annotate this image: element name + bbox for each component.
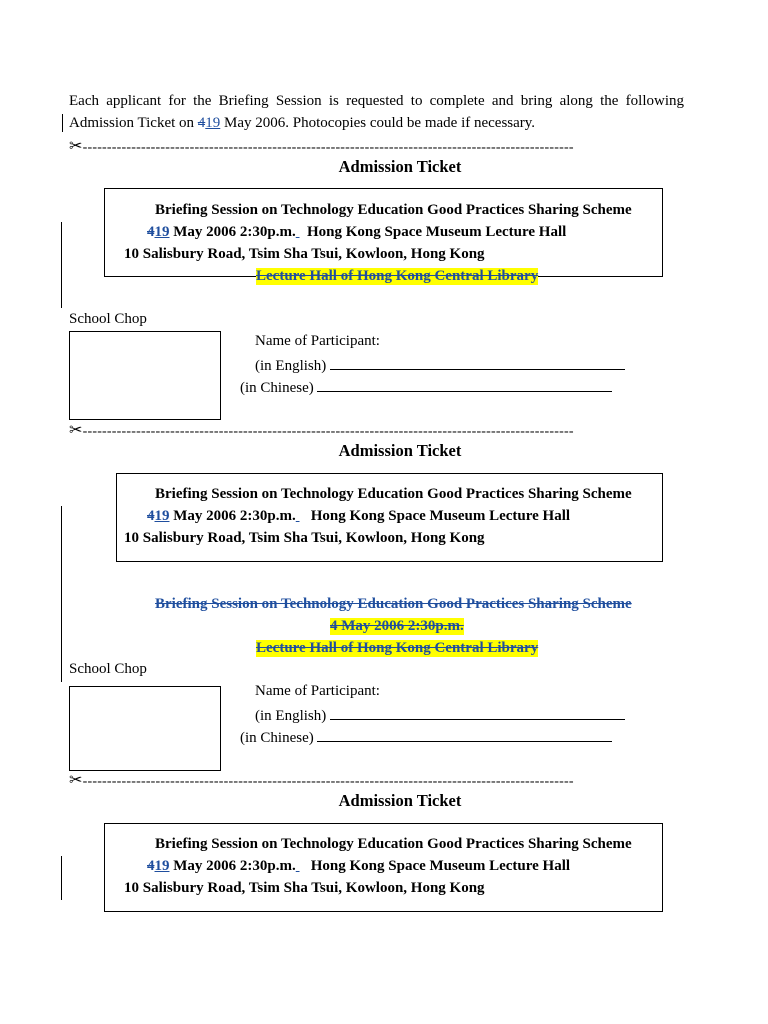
- change-bar: [61, 222, 62, 308]
- scissors-icon: ✂: [69, 422, 83, 439]
- scissors-icon: ✂: [69, 772, 83, 789]
- session-name: Briefing Session on Technology Education Good Practices Sharing Scheme: [155, 836, 632, 852]
- address: 10 Salisbury Road, Tsim Sha Tsui, Kowloon, Hong Kong: [124, 246, 485, 262]
- deleted-date: 4: [147, 224, 155, 240]
- inserted-date: 19: [205, 115, 221, 131]
- dashes: -----------------------------------------------------------------------------------------------------: [82, 774, 574, 789]
- address: 10 Salisbury Road, Tsim Sha Tsui, Kowloon, Hong Kong: [124, 880, 485, 896]
- english-name-field[interactable]: [255, 705, 625, 725]
- school-chop-label: School Chop: [69, 661, 147, 677]
- session-date: [147, 858, 570, 875]
- session-date: [147, 224, 566, 241]
- dashes: -----------------------------------------------------------------------------------------------------: [82, 424, 574, 439]
- date-time: May 2006 2:30p.m.: [169, 858, 296, 874]
- venue: Hong Kong Space Museum Lecture Hall: [310, 508, 571, 524]
- ticket-title: Admission Ticket: [338, 157, 462, 176]
- date-time: May 2006 2:30p.m.: [169, 508, 296, 524]
- english-label: (in English): [255, 358, 330, 374]
- deleted-venue: Lecture Hall of Hong Kong Central Library: [256, 268, 539, 284]
- inserted-space: [296, 508, 300, 524]
- intro-line-2: [69, 112, 684, 134]
- name-of-participant-label: Name of Participant:: [255, 333, 380, 349]
- cut-line: [69, 420, 574, 440]
- school-chop-box: [69, 331, 221, 420]
- cut-line: [69, 136, 574, 156]
- venue: Hong Kong Space Museum Lecture Hall: [307, 224, 567, 240]
- session-name: Briefing Session on Technology Education Good Practices Sharing Scheme: [155, 202, 632, 218]
- chinese-name-field[interactable]: [240, 727, 612, 747]
- school-chop-label: School Chop: [69, 311, 147, 327]
- chinese-name-blank[interactable]: [317, 377, 612, 392]
- intro-text-tail: May 2006. Photocopies could be made if necessary.: [220, 115, 536, 131]
- english-name-field[interactable]: [255, 355, 625, 375]
- chinese-name-blank[interactable]: [317, 727, 612, 742]
- date-time: May 2006 2:30p.m.: [169, 224, 296, 240]
- intro-paragraph: [69, 90, 684, 134]
- chinese-name-field[interactable]: [240, 377, 612, 397]
- deleted-date: 4: [147, 508, 155, 524]
- inserted-space: [296, 858, 300, 874]
- change-bar: [62, 114, 63, 132]
- chinese-label: (in Chinese): [240, 730, 318, 746]
- ticket-title: Admission Ticket: [338, 791, 462, 810]
- deleted-date: 4: [197, 115, 206, 131]
- school-chop-box: [69, 686, 221, 771]
- cut-line: [69, 770, 574, 790]
- inserted-date: 19: [154, 508, 170, 524]
- scissors-icon: ✂: [69, 138, 83, 155]
- dashes: -----------------------------------------------------------------------------------------------------: [82, 140, 574, 155]
- inserted-date: 19: [154, 224, 170, 240]
- inserted-date: 19: [154, 858, 170, 874]
- intro-line-1: Each applicant for the Briefing Session is requested to complete and bring along the following: [69, 93, 684, 109]
- deleted-venue: Lecture Hall of Hong Kong Central Library: [256, 640, 539, 656]
- english-name-blank[interactable]: [330, 705, 625, 720]
- english-name-blank[interactable]: [330, 355, 625, 370]
- address: 10 Salisbury Road, Tsim Sha Tsui, Kowloon, Hong Kong: [124, 530, 485, 546]
- change-bar: [61, 506, 62, 682]
- deleted-session: Briefing Session on Technology Education Good Practices Sharing Scheme: [155, 596, 632, 612]
- venue: Hong Kong Space Museum Lecture Hall: [310, 858, 571, 874]
- chinese-label: (in Chinese): [240, 380, 318, 396]
- change-bar: [61, 856, 62, 900]
- intro-text: Admission Ticket on: [69, 115, 198, 131]
- english-label: (in English): [255, 708, 330, 724]
- session-name: Briefing Session on Technology Education Good Practices Sharing Scheme: [155, 486, 632, 502]
- deleted-date-time: 4 May 2006 2:30p.m.: [330, 618, 464, 634]
- inserted-space: [296, 224, 300, 240]
- ticket-title: Admission Ticket: [338, 441, 462, 460]
- session-date: [147, 508, 570, 525]
- deleted-date: 4: [147, 858, 155, 874]
- name-of-participant-label: Name of Participant:: [255, 683, 380, 699]
